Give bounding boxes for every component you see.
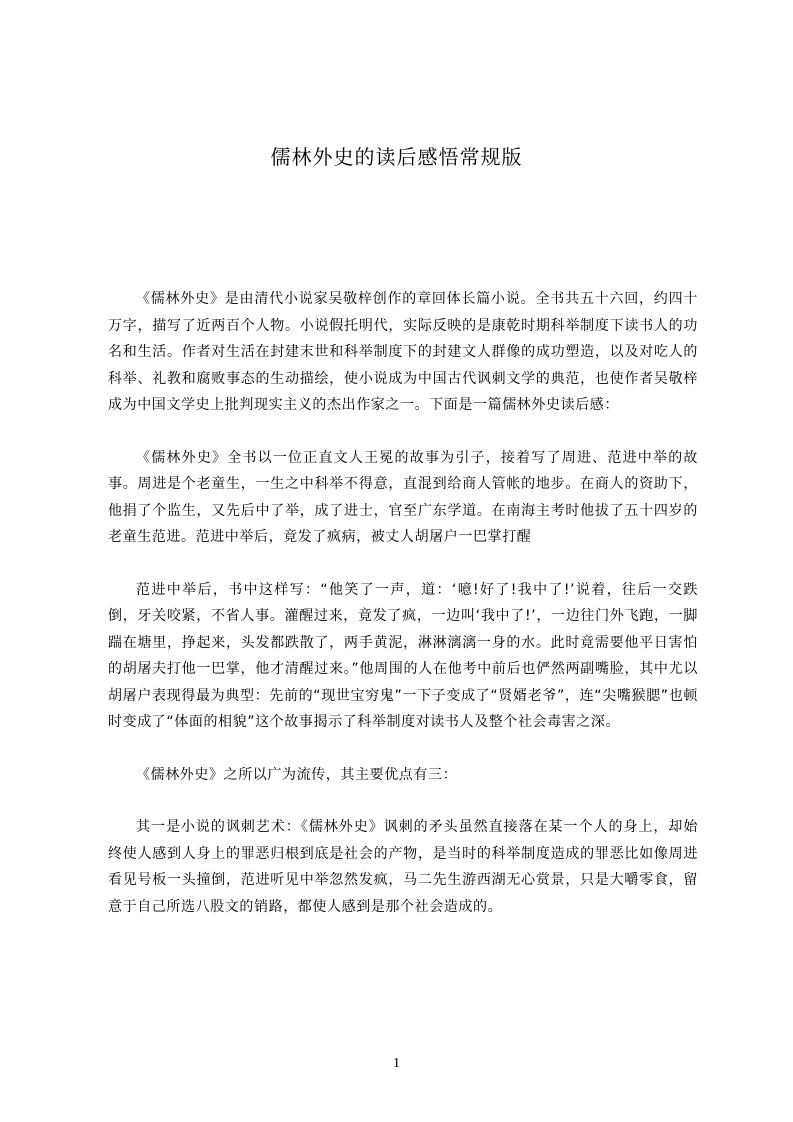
paragraph-spacer: [108, 736, 698, 762]
paragraph-satire-art: 其一是小说的讽刺艺术：《儒林外史》讽刺的矛头虽然直接落在某一个人的身上，却始终使人感到人身上的罪恶归根到底是社会的产物，是当时的科举制度造成的罪恶比如像周进看见号板一头撞倒，范进听见中举忽然发疯，马二先生游西湖无心赏景，只是大嚼零食，留意于自己所选八股文的销路，都使人感到是那个社会造成的。: [108, 819, 698, 915]
paragraph-spacer: [108, 788, 698, 814]
paragraph-fanjin-quote: 范进中举后，书中这样写：“他笑了一声，道：‘噫!好了!我中了!’说着，往后一交跌倒，牙关咬紧，不省人事。灌醒过来，竟发了疯，一边叫‘我中了!’，一边往门外飞跑，一脚踹在塘里，挣起来，头发都跌散了，两手黄泥，淋淋漓漓一身的水。此时竟需要他平日害怕的胡屠夫打他一巴掌，他才清醒过来。”他周围的人在他考中前后也俨然两副嘴脸，其中尤以胡屠户表现得最为典型：先前的“现世宝穷鬼”一下子变成了“贤婿老爷”，连“尖嘴猴腮”也顿时变成了“体面的相貌”这个故事揭示了科举制度对读书人及整个社会毒害之深。: [108, 581, 698, 730]
paragraph-spacer: [108, 419, 698, 445]
paragraph-intro: 《儒林外史》是由清代小说家吴敬梓创作的章回体长篇小说。全书共五十六回，约四十万字，描写了近两百个人物。小说假托明代，实际反映的是康乾时期科举制度下读书人的功名和生活。作者对生活在封建末世和科举制度下的封建文人群像的成功塑造，以及对吃人的科举、礼教和腐败事态的生动描绘，使小说成为中国古代讽刺文学的典范，也使作者吴敬梓成为中国文学史上批判现实主义的杰出作家之一。下面是一篇儒林外史读后感：: [108, 291, 698, 413]
document-title: 儒林外史的读后感悟常规版: [270, 145, 523, 169]
document-body: [108, 286, 698, 920]
paragraph-spacer: [108, 551, 698, 577]
paragraph-merits-intro: 《儒林外史》之所以广为流传，其主要优点有三：: [136, 766, 458, 783]
page-number: 1: [393, 1056, 400, 1071]
paragraph-story-summary: 《儒林外史》全书以一位正直文人王冕的故事为引子，接着写了周进、范进中举的故事。周进是个老童生，一生之中科举不得意，直混到给商人管帐的地步。在商人的资助下，他捐了个监生，又先后中了举，成了进士，官至广东学道。在南海主考时他拔了五十四岁的老童生范进。范进中举后，竟发了疯病，被丈人胡屠户一巴掌打醒: [108, 449, 698, 545]
